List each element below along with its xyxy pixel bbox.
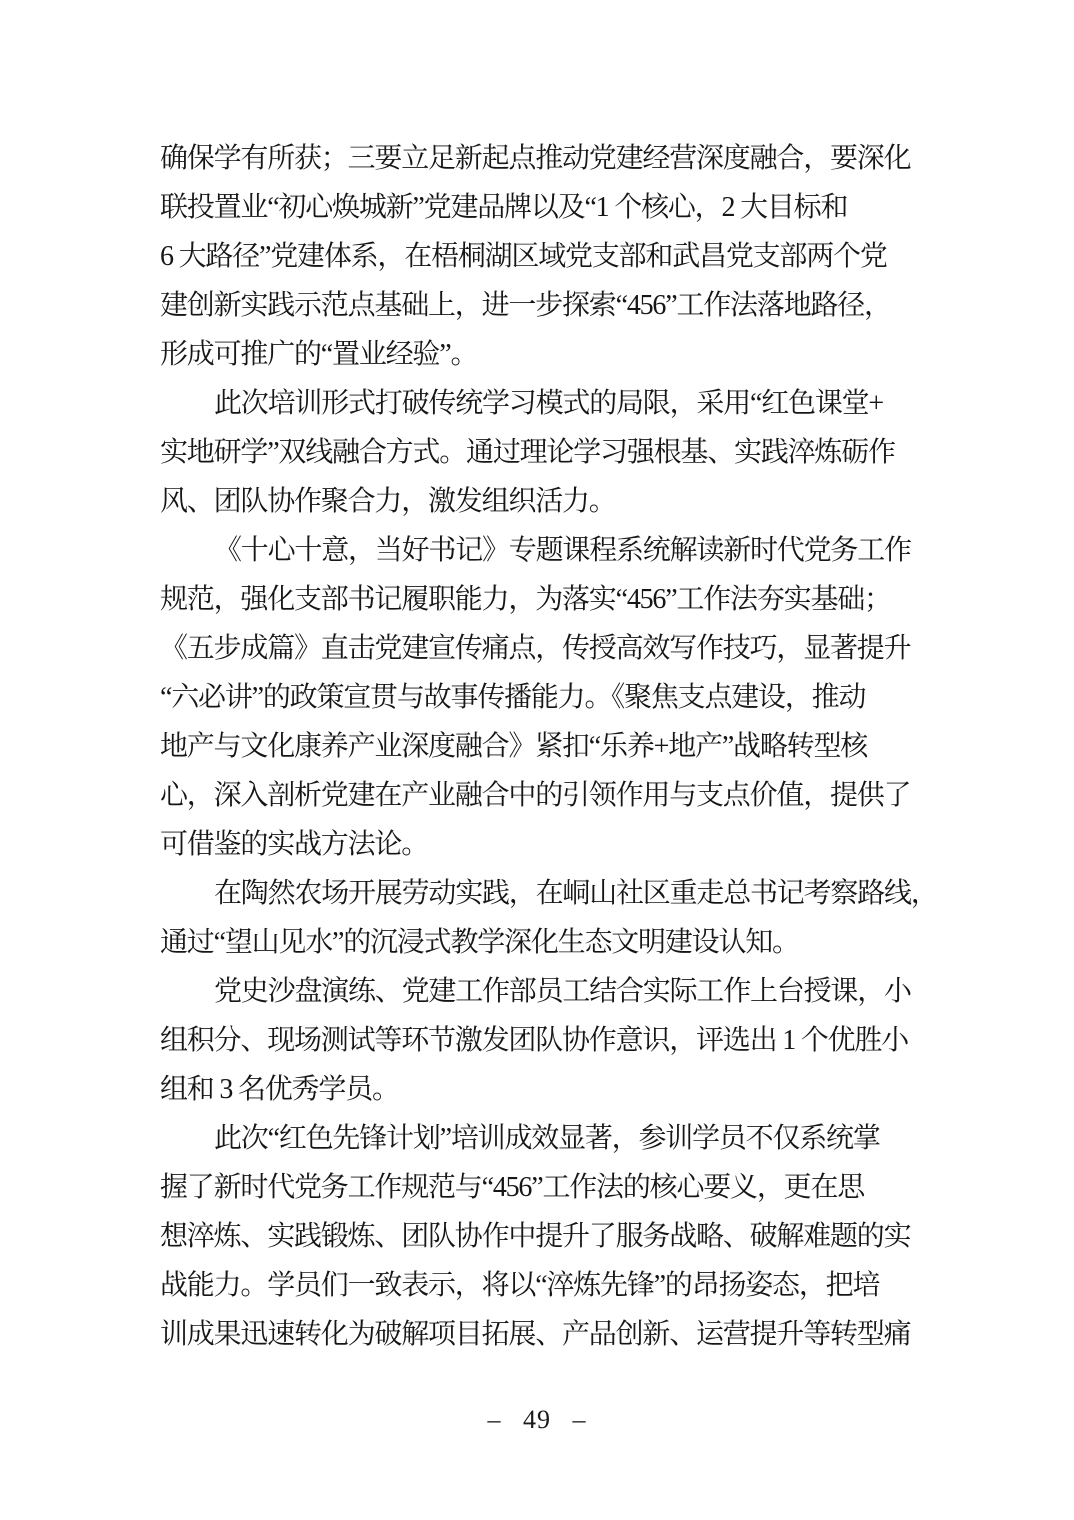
text-line: 通过“望山见水”的沉浸式教学深化生态文明建设认知。 bbox=[160, 927, 799, 958]
text-line: 规范，强化支部书记履职能力，为落实“456”工作法夯实基础； bbox=[160, 584, 891, 615]
text-line: 建创新实践示范点基础上，进一步探索“456”工作法落地路径， bbox=[160, 290, 891, 321]
text-line: 握了新时代党务工作规范与“456”工作法的核心要义，更在思 bbox=[160, 1172, 865, 1203]
text-line: 实地研学”双线融合方式。通过理论学习强根基、实践淬炼砺作 bbox=[160, 437, 895, 468]
text-line: 组和 3 名优秀学员。 bbox=[160, 1074, 399, 1105]
text-line: 战能力。学员们一致表示，将以“淬炼先锋”的昂扬姿态，把培 bbox=[160, 1270, 880, 1301]
text-line: 风、团队协作聚合力，激发组织活力。 bbox=[160, 486, 616, 517]
text-line: 形成可推广的“置业经验”。 bbox=[160, 339, 478, 370]
text-line: 此次培训形式打破传统学习模式的局限，采用“红色课堂+ bbox=[214, 388, 884, 419]
text-line: 联投置业“初心焕城新”党建品牌以及“1 个核心，2 大目标和 bbox=[160, 192, 848, 223]
text-line: 训成果迅速转化为破解项目拓展、产品创新、运营提升等转型痛 bbox=[160, 1319, 911, 1350]
text-line: 《五步成篇》直击党建宣传痛点，传授高效写作技巧，显著提升 bbox=[160, 633, 911, 664]
text-line: 6 大路径”党建体系，在梧桐湖区域党支部和武昌党支部两个党 bbox=[160, 241, 887, 272]
text-line: 地产与文化康养产业深度融合》紧扣“乐养+地产”战略转型核 bbox=[160, 731, 868, 762]
text-line: 在陶然农场开展劳动实践，在峒山社区重走总书记考察路线， bbox=[214, 878, 938, 909]
text-line: 确保学有所获；三要立足新起点推动党建经营深度融合，要深化 bbox=[160, 143, 911, 174]
text-line: 可借鉴的实战方法论。 bbox=[160, 829, 429, 860]
text-line: 心，深入剖析党建在产业融合中的引领作用与支点价值，提供了 bbox=[160, 780, 911, 811]
text-line: “六必讲”的政策宣贯与故事传播能力。《聚焦支点建设，推动 bbox=[160, 682, 866, 713]
text-line: 此次“红色先锋计划”培训成效显著，参训学员不仅系统掌 bbox=[214, 1123, 880, 1154]
text-line: 《十心十意，当好书记》专题课程系统解读新时代党务工作 bbox=[214, 535, 911, 566]
document-body bbox=[160, 134, 938, 1359]
text-line: 党史沙盘演练、党建工作部员工结合实际工作上台授课，小 bbox=[214, 976, 911, 1007]
text-line: 想淬炼、实践锻炼、团队协作中提升了服务战略、破解难题的实 bbox=[160, 1221, 911, 1252]
page-number: – 49 – bbox=[487, 1405, 587, 1434]
text-line: 组积分、现场测试等环节激发团队协作意识，评选出 1 个优胜小 bbox=[160, 1025, 909, 1056]
